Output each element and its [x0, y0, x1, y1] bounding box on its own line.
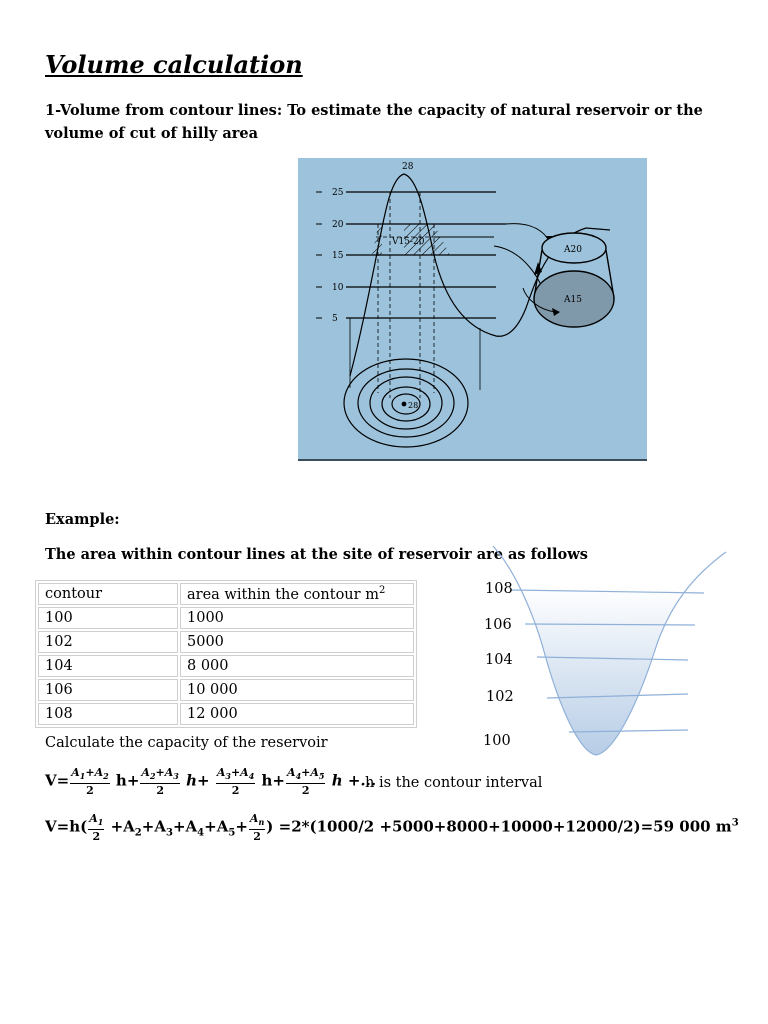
intro-line-1: 1-Volume from contour lines: To estimate the capacity of natural reservoir or the — [45, 102, 703, 119]
table-row — [38, 607, 414, 629]
table-cell: 1000 — [180, 607, 414, 629]
question-text: Calculate the capacity of the reservoir — [45, 735, 328, 751]
table-row — [38, 703, 414, 725]
reservoir-cross-section — [483, 540, 728, 762]
top-area-label: A20 — [564, 245, 582, 255]
table-cell: 100 — [38, 607, 178, 629]
peak-label: 28 — [402, 162, 414, 172]
table-cell: 106 — [38, 679, 178, 701]
page-title: Volume calculation — [45, 50, 303, 79]
contour-interval-note: h is the contour interval — [365, 775, 543, 791]
level-label-5: 5 — [332, 314, 338, 324]
example-text: The area within contour lines at the site of reservoir are as follows — [45, 546, 588, 563]
table-header-contour: contour — [38, 583, 178, 605]
reservoir-fill — [513, 586, 693, 755]
reservoir-label-100: 100 — [483, 733, 511, 749]
fraction: $\frac{A_3+A_4}{2}$ — [216, 766, 255, 798]
table-cell: 10 000 — [180, 679, 414, 701]
table-cell: 104 — [38, 655, 178, 677]
formula-trapezoid: V= $\frac{A_1+A_2}{2}$ h+ $\frac{A_2+A_3}{2}$ h+ $\frac{A_3+A_4}{2}$ h+ $\frac{A_4+A_5}{2}$ h +... — [45, 766, 377, 798]
reservoir-label-108: 108 — [485, 581, 513, 597]
level-label-10: 10 — [332, 283, 344, 293]
fraction: $\frac{A_1+A_2}{2}$ — [71, 766, 109, 798]
reservoir-label-104: 104 — [485, 652, 513, 668]
table-cell: 5000 — [180, 631, 414, 653]
fraction: $\frac{A_n}{2}$ — [249, 812, 265, 844]
table-row — [38, 655, 414, 677]
table-row — [38, 631, 414, 653]
table-cell: 102 — [38, 631, 178, 653]
plan-peak-label: 28 — [408, 401, 419, 410]
fraction: $\frac{A_1}{2}$ — [89, 812, 104, 844]
contour-volume-figure — [298, 158, 647, 461]
table-row — [38, 679, 414, 701]
fraction: $\frac{A_2+A_3}{2}$ — [141, 766, 179, 798]
intro-paragraph — [45, 99, 703, 145]
level-label-20: 20 — [332, 220, 344, 230]
table-header-row — [38, 583, 414, 605]
table-header-area: area within the contour $m^2$ — [180, 583, 414, 605]
table-cell: 108 — [38, 703, 178, 725]
band-label: V15-20 — [392, 237, 425, 247]
reservoir-label-102: 102 — [486, 689, 514, 705]
level-label-25: 25 — [332, 188, 344, 198]
level-label-15: 15 — [332, 251, 344, 261]
intro-line-2: volume of cut of hilly area — [45, 125, 258, 142]
table-cell: 12 000 — [180, 703, 414, 725]
reservoir-label-106: 106 — [484, 617, 512, 633]
table-cell: 8 000 — [180, 655, 414, 677]
bottom-area-label: A15 — [564, 295, 582, 305]
formula-result: V=h( $\frac{A_1}{2}$ $+A_2+A_3+A_4+A_5+$ $\frac{A_n}{2}$ ) =2*(1000/2 +5000+8000+10000+12000/2)=59 000 $m^3$ — [45, 812, 739, 844]
contour-area-table — [35, 580, 417, 728]
example-label: Example: — [45, 511, 120, 528]
fraction: $\frac{A_4+A_5}{2}$ — [287, 766, 325, 798]
